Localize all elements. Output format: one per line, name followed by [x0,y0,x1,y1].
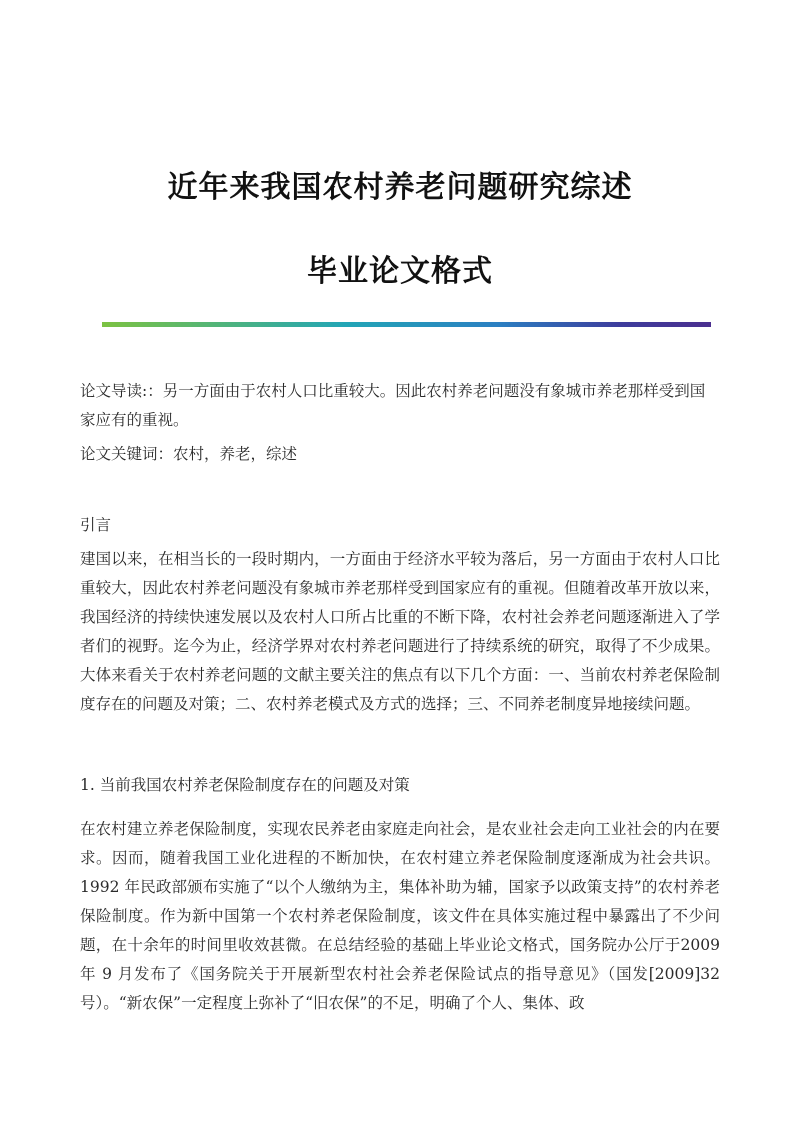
gradient-divider [102,322,711,327]
section-heading-intro: 引言 [80,516,112,534]
intro-paragraph: 建国以来，在相当长的一段时期内，一方面由于经济水平较为落后，另一方面由于农村人口比重较大，因此农村养老问题没有象城市养老那样受到国家应有的重视。但随着改革开放以来，我国经济的持续快速发展以及农村人口所占比重的不断下降，农村社会养老问题逐渐进入了学者们的视野。迄今为止，经济学界对农村养老问题进行了持续系统的研究，取得了不少成果。大体来看关于农村养老问题的文献主要关注的焦点有以下几个方面：一、当前农村养老保险制度存在的问题及对策；二、农村养老模式及方式的选择；三、不同养老制度异地接续问题。 [80,550,720,713]
document-title: 近年来我国农村养老问题研究综述 [167,170,633,205]
section-1-paragraph: 在农村建立养老保险制度，实现农民养老由家庭走向社会，是农业社会走向工业社会的内在要求。因而，随着我国工业化进程的不断加快，在农村建立养老保险制度逐渐成为社会共识。1992 年民政部颁布实施了“以个人缴纳为主，集体补助为辅，国家予以政策支持”的农村养老保险制度。作为新中国第一个农村养老保险制度，该文件在具体实施过程中暴露出了不少问题，在十余年的时间里收效甚微。在总结经验的基础上毕业论文格式，国务院办公厅于2009 年 9 月发布了《国务院关于开展新型农村社会养老保险试点的指导意见》（国发[2009]32 号）。“新农保”一定程度上弥补了“旧农保”的不足，明确了个人、集体、政 [80,820,720,1012]
section-heading-1: 1. 当前我国农村养老保险制度存在的问题及对策 [80,776,410,794]
document-subtitle: 毕业论文格式 [307,254,493,289]
abstract-paragraph: 论文导读:：另一方面由于农村人口比重较大。因此农村养老问题没有象城市养老那样受到国家应有的重视。 [80,382,706,429]
keywords-line: 论文关键词：农村，养老，综述 [80,445,298,463]
